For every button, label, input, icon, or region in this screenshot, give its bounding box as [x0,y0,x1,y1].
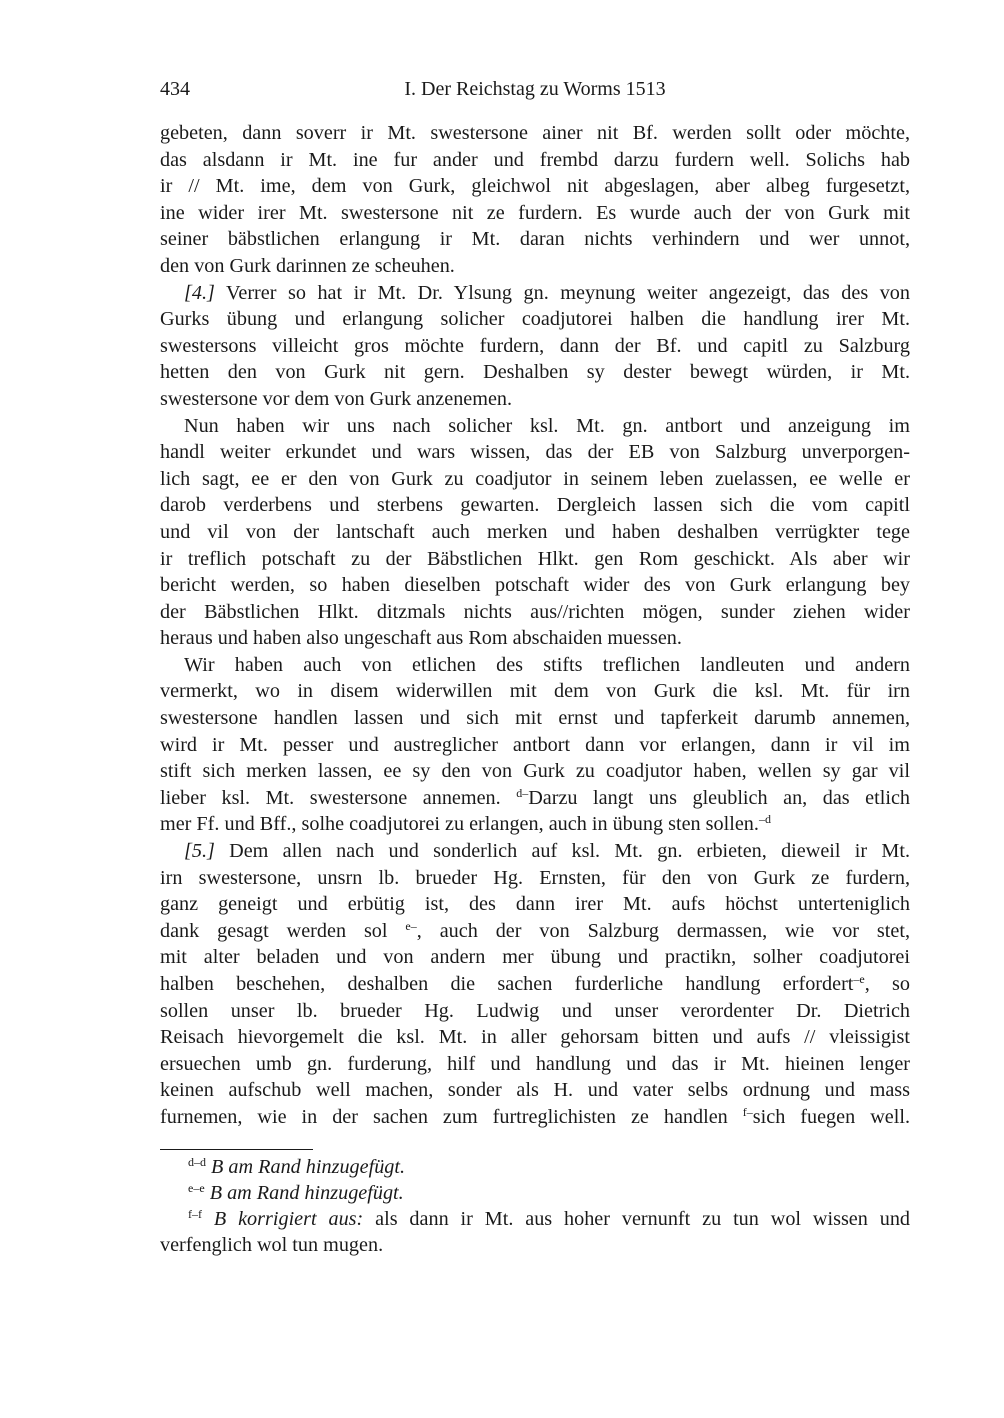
running-header [160,78,910,108]
text-line: handl weiter erkundet und wars wissen, das der EB von Salzburg unverporgen- [160,441,910,464]
text-line: bericht werden, so haben dieselben potschaft wider des von Gurk erlangung bey [160,574,910,597]
text-line: hetten den von Gurk nit gern. Deshalben sy dester bewegt würden, ir Mt. [160,361,910,384]
text-line: furnemen, wie in der sachen zum furtreglichisten ze handlen $^{f-}$sich fuegen well. [160,1104,910,1128]
text-line: dank gesagt werden sol $^{e-}$, auch der von Salzburg dermassen, wie vor stet, [160,918,910,942]
text-line: darob verderbens und sterbens gewarten. Dergleich lassen sich die vom capitl [160,494,910,517]
running-title: I. Der Reichstag zu Worms 1513 [404,78,666,100]
text-line: ersuechen umb gn. furderung, hilf und handlung und das ir Mt. hieinen lenger [160,1052,910,1075]
text-line: swestersone handlen lassen und sich mit ernst und tapferkeit darumb annemen, [160,707,910,730]
page-number: 434 [160,78,190,100]
text-line: das alsdann ir Mt. ine fur ander und frembd darzu furdern well. Solichs hab [160,148,910,171]
footnote-marker: d–d [188,1155,206,1169]
footnote-ref-e-end[interactable]: –e [853,972,865,986]
text-line: ir // Mt. ime, dem von Gurk, gleichwol nit abgeslagen, aber albeg furgesetzt, [160,175,910,198]
footnote-ref-e[interactable]: e– [405,918,417,933]
text-line: seiner bäbstlichen erlangung ir Mt. daran nichts verhindern und wer unnot, [160,228,910,251]
paragraph-4-first-line: [4.] Verrer so hat ir Mt. Dr. Ylsung gn. meynung weiter angezeigt, das des von [184,281,910,304]
section-marker: [4.] [184,281,215,304]
text-line: mer Ff. und Bff., solhe coadjutorei zu erlangen, auch in übung sten sollen.$^{-d}$ [160,812,771,836]
footnote-marker: e–e [188,1181,205,1195]
footnote-f-continuation: verfenglich wol tun mugen. [160,1234,384,1256]
footnote-ref-d[interactable]: d– [516,785,529,800]
text-line: irn swestersone, unsrn lb. brueder Hg. Ernsten, für den von Gurk ze furdern, [160,866,910,889]
text-line: lieber ksl. Mt. swestersone annemen. $^{d-}$Darzu langt uns gleublich an, das etlich [160,785,910,809]
text-line: und vil von der lantschaft auch merken und haben deshalben verrügkter tege [160,520,910,543]
text-line: lich sagt, ee er den von Gurk zu coadjutor in seinem leben zuelassen, ee welle er [160,467,910,490]
footnote-d: $^{d-d}$ B am Rand hinzugefügt. [188,1155,406,1178]
text-line: swestersons villeicht gros möchte furdern, dann der Bf. und capitl zu Salzburg [160,334,910,357]
footnote-e: $^{e-e}$ B am Rand hinzugefügt. [188,1181,404,1204]
text-line: halben beschehen, deshalben die sachen furderliche handlung erfordert$^{-e}$, so [160,972,910,995]
footnote-ref-f[interactable]: f– [742,1104,753,1119]
text-line: wird ir Mt. pesser und austreglicher antbort dann vor erlangen, dann ir vil im [160,733,910,756]
text-line: sollen unser lb. brueder Hg. Ludwig und unser verordenter Dr. Dietrich [160,999,910,1022]
text-line: keinen aufschub well machen, sonder als H. und vater selbs ordnung und mass [160,1079,910,1102]
footnote-ref-d-end[interactable]: –d [758,812,771,827]
text-line: Gurks übung und erlangung solicher coadjutorei halben die handlung irer Mt. [160,308,910,331]
footnote-marker: f–f [188,1207,202,1221]
text-line: den von Gurk darinnen ze scheuhen. [160,254,455,277]
text-line: swestersone vor dem von Gurk anzenemen. [160,387,513,410]
footnote-divider [160,1149,313,1150]
text-line: mit alter beladen und von andern mer übung und practikn, solher coadjutorei [160,946,910,969]
text-line: ganz geneigt und erbütig ist, des dann irer Mt. aufs höchst unterteniglich [160,893,910,916]
paragraph-5-first-line: [5.] Dem allen nach und sonderlich auf ksl. Mt. gn. erbieten, dieweil ir Mt. [184,840,910,863]
footnote-f: $^{f-f}$ B korrigiert aus: als dann ir Mt. aus hoher vernunft zu tun wol wissen und [188,1207,911,1230]
text-line: heraus und haben also ungeschaft aus Rom abschaiden muessen. [160,627,682,650]
text-line: der Bäbstlichen Hlkt. ditzmals nichts aus//richten mögen, sunder ziehen wider [160,600,910,623]
text-line: Reisach hievorgemelt die ksl. Mt. in aller gehorsam bitten und aufs // vleissigist [160,1026,910,1049]
text-line: Wir haben auch von etlichen des stifts treflichen landleuten und andern [184,653,910,676]
main-text [160,120,910,1131]
footnotes [160,1154,910,1258]
text-line: vermerkt, wo in disem widerwillen mit dem von Gurk die ksl. Mt. für irn [160,680,910,703]
section-marker: [5.] [184,840,215,863]
text-line: gebeten, dann soverr ir Mt. swestersone ainer nit Bf. werden sollt oder möchte, [160,122,910,144]
text-line: ine wider irer Mt. swestersone nit ze furdern. Es wurde auch der von Gurk mit [160,201,910,224]
text-line: Nun haben wir uns nach solicher ksl. Mt. gn. antbort und anzeigung im [184,414,910,437]
text-line: stift sich merken lassen, ee sy den von Gurk zu coadjutor haben, wellen sy gar vil [160,760,910,783]
text-line: ir treflich potschaft zu der Bäbstlichen Hlkt. gen Rom geschickt. Als aber wir [160,547,910,570]
